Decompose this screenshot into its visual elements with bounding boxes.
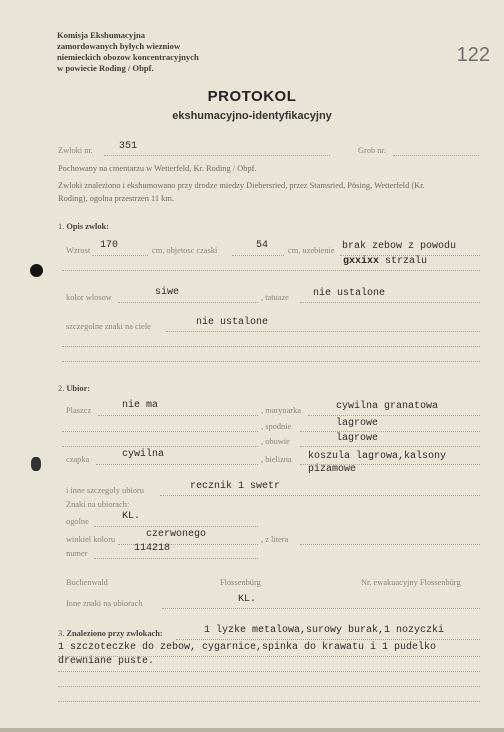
znaki-ubiorach-label: Znaki na ubiorach: [66,500,130,509]
tatuaze-value: nie ustalone [313,288,386,299]
znaleziono-rule-3 [58,671,480,672]
zwloki-line [104,155,330,156]
spodnie-line [300,431,480,432]
section-1-title: Opis zwlok: [66,222,109,231]
znaki-line [166,331,480,332]
numer-value: 114218 [134,543,171,554]
litera-line [300,544,480,545]
inne-znaki-value: KL. [238,594,257,605]
ewakuacyjny-label: Nr. ewakuacyjny Flossenbürg [361,578,461,587]
czapka-value: cywilna [122,449,165,460]
tatuaze-label: , tatuaze [261,293,289,302]
buchenwald-label: Buchenwald [66,578,108,587]
uzebienie-label: cm, uzebienie [288,246,335,255]
uzebienie-value-2 [343,256,427,267]
obuwie-label: , obuwie [261,437,290,446]
kolor-label: kolor wlosow [66,293,112,302]
czaszka-line [232,255,284,256]
wzrost-line [92,255,148,256]
section-1-number: 1. [58,222,65,231]
section-3-title: Znaleziono przy zwlokach: [66,629,163,638]
bielizna-value-2: pizamowe [308,464,357,475]
ubior-blank-line-2 [62,446,258,447]
tatuaze-line [300,302,480,303]
kolor-line [118,302,258,303]
czaszka-value: 54 [256,240,269,251]
header-line-2: zamordowanych byłych wiezniow [57,41,181,51]
header-line-3: niemieckich obozow koncentracyjnych [57,52,199,62]
spodnie-label: , spodnie [261,422,292,431]
zwloki-label: Zwloki nr. [58,146,93,155]
znaleziono-text-1: Zwloki znaleziono i ekshumowano przy drodze miedzy Diebersried, przez Stamsried, Pösing, Wetterfeld (Kr. [58,181,425,190]
wzrost-value: 170 [100,240,119,251]
winkiel-value: czerwonego [146,529,207,540]
bielizna-value-1: koszula lagrowa,kalsony [308,451,447,462]
section-opis-heading [58,222,109,231]
section-2-number: 2. [58,384,65,393]
znaki-label: szczegolne znaki na ciele [66,322,151,331]
opis-line-5 [62,361,480,362]
grob-label: Grob nr. [358,146,386,155]
wzrost-label: Wzrost [66,246,91,255]
uzebienie-value-2b: strzalu [385,256,428,267]
spodnie-value: lagrowe [336,418,379,429]
marynarka-value: cywilna granatowa [336,401,439,412]
plaszcz-line [98,415,258,416]
section-znaleziono-heading [58,629,163,638]
czaszka-label: cm, objetosc czaski [152,246,218,255]
marynarka-label: , marynarka [261,406,301,415]
inne-value: recznik 1 swetr [190,481,281,492]
commission-header [57,30,199,74]
inne-line [160,495,480,496]
znaleziono-text-2: Roding), ogolna przestrzen 11 km. [58,194,174,203]
plaszcz-value: nie ma [122,400,159,411]
section-3-number: 3. [58,629,65,638]
znaleziono-line-3: drewniane puste. [58,656,155,667]
czapka-label: czapka [66,455,90,464]
document-subtitle: ekshumacyjno-identyfikacyjny [172,110,332,122]
numer-line [94,558,258,559]
section-ubior-heading [58,384,90,393]
znaleziono-rule-5 [58,701,480,702]
header-line-1: Komisja Ekshumacyjna [57,30,146,40]
opis-line-4 [62,346,480,347]
znaleziono-rule-1 [176,639,480,640]
inne-znaki-line [162,608,480,609]
inne-label: i inne szczegoly ubioru [66,486,144,495]
uzebienie-struck-word: gxxixx [343,256,380,267]
ogolne-value: KL. [122,511,141,522]
page-number: 122 [456,44,490,66]
zwloki-number: 351 [119,141,138,152]
marynarka-line [308,415,480,416]
uzebienie-value-1: brak zebow z powodu [342,241,457,252]
section-2-title: Ubior: [66,384,91,393]
binder-hole-bottom [31,457,41,471]
opis-line-2 [62,270,480,271]
ubior-blank-line-1 [62,431,258,432]
inne-znaki-label: Inne znaki na ubiorach [66,599,143,608]
kolor-value: siwe [155,287,180,298]
flossenburg-label: Flossenbürg [220,578,261,587]
obuwie-line [300,446,480,447]
czapka-line [96,464,258,465]
bielizna-label: , bielizna [261,455,292,464]
znaleziono-line-1: 1 lyzke metalowa,surowy burak,1 nozyczki [204,625,445,636]
ogolne-label: ogolne [66,517,89,526]
znaleziono-line-2: 1 szczoteczke do zebow, cygarnice,spinka do krawatu i 1 pudelko [58,642,437,653]
grob-line [393,155,479,156]
bottom-edge-band [0,728,504,732]
plaszcz-label: Plaszcz [66,406,92,415]
pochowany-text: Pochowany na cmentarzu w Wetterfeld, Kr. Roding / Obpf. [58,164,257,173]
numer-label: numer [66,549,88,558]
binder-hole-top [30,264,43,277]
znaki-value: nie ustalone [196,317,269,328]
winkiel-label: winkiel koloru [66,535,116,544]
header-line-4: w powiecie Roding / Obpf. [57,63,154,73]
znaleziono-rule-4 [58,686,480,687]
ogolne-line [94,526,258,527]
litera-label: , z litera [261,535,289,544]
document-title: PROTOKOL [207,88,297,105]
obuwie-value: lagrowe [336,433,379,444]
